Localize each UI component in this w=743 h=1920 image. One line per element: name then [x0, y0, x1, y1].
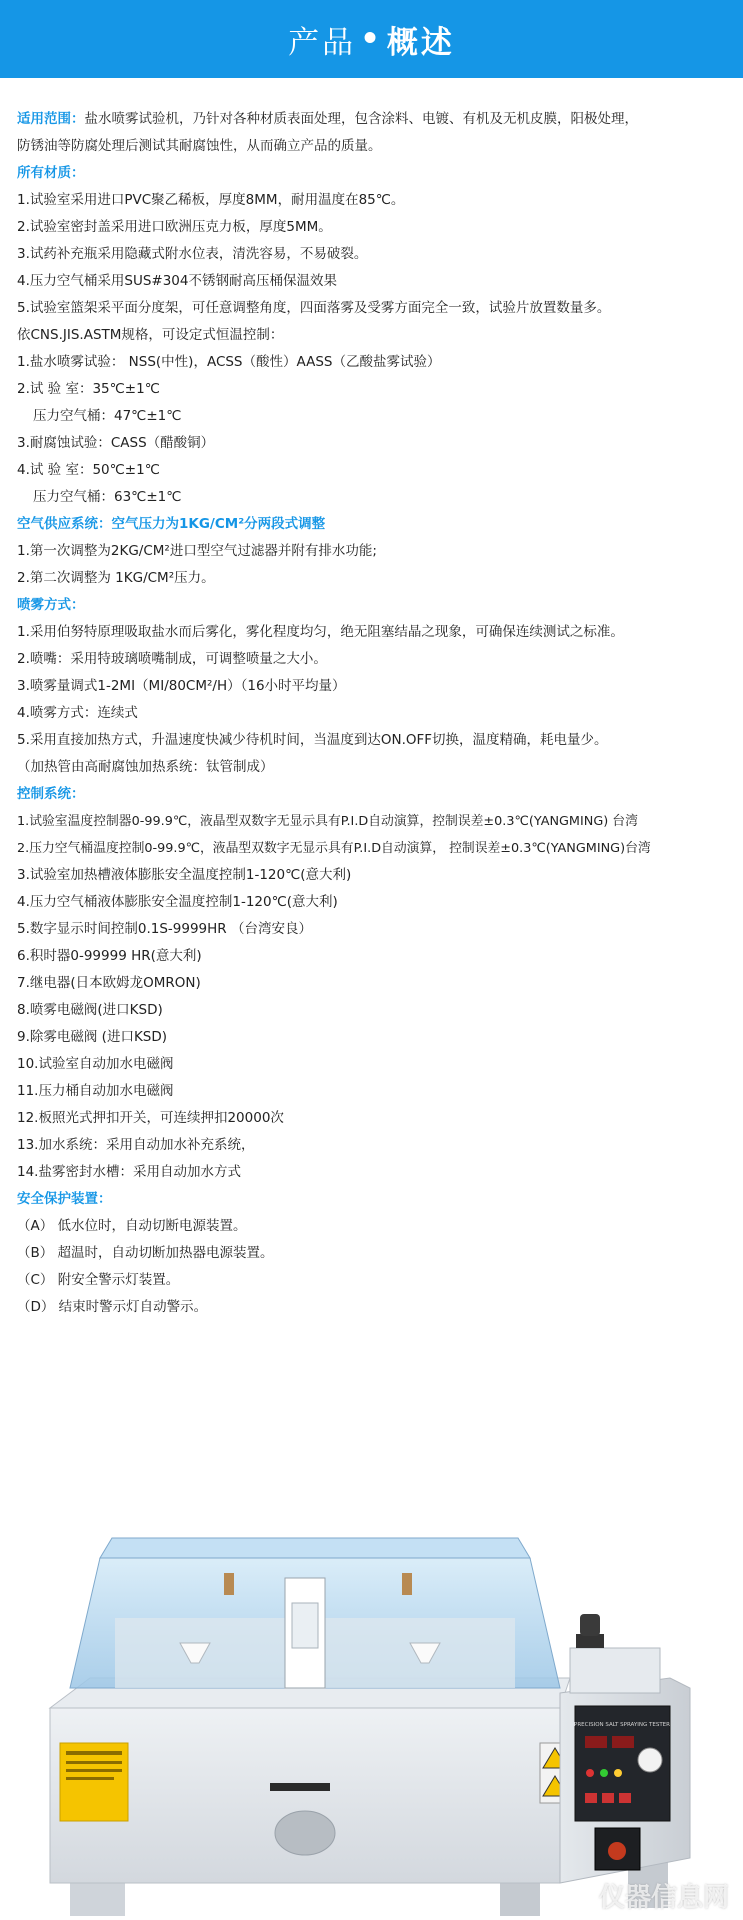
spray-item: 3.喷雾量调式1-2MI（MI/80CM²/H）（16小时平均量）: [17, 678, 346, 694]
pressure-gauge-cap: [580, 1614, 600, 1636]
materials-item: 1.试验室采用进口PVC聚乙稀板，厚度8MM，耐用温度在85℃。: [17, 192, 405, 208]
air-highlight: 空气压力为1KG/CM²分两段式调整: [111, 516, 326, 532]
pressure-gauge: [638, 1748, 662, 1772]
scope-text-1: 盐水喷雾试验机，乃针对各种材质表面处理，包含涂料、电镀、有机及无机皮膜，阳极处理，: [84, 111, 638, 127]
product-photo: [0, 1388, 743, 1920]
spray-item: 4.喷雾方式：连续式: [17, 705, 138, 721]
control-item: 14.盐雾密封水槽：采用自动加水方式: [17, 1164, 241, 1180]
control-item: 8.喷雾电磁阀(进口KSD): [17, 1002, 163, 1018]
materials-item: 4.压力空气桶采用SUS#304不锈钢耐高压桶保温效果: [17, 273, 337, 289]
temps-item: 2.试 验 室：35℃±1℃: [17, 381, 160, 397]
control-item: 1.试验室温度控制器0-99.9℃，液晶型双数字无显示具有P.I.D自动演算，控制误差±0.3℃(YANGMING) 台湾: [17, 814, 638, 829]
lid-hook: [224, 1573, 234, 1595]
control-item: 10.试验室自动加水电磁阀: [17, 1056, 174, 1072]
scope-label: 适用范围：: [17, 111, 85, 127]
control-item: 6.积时器0-99999 HR(意大利): [17, 948, 202, 964]
spray-item: 2.喷嘴：采用特玻璃喷嘴制成，可调整喷量之大小。: [17, 651, 327, 667]
materials-item: 5.试验室篮架采平面分度架，可任意调整角度，四面落雾及受雾方面完全一致，试验片放置数量多。: [17, 300, 611, 316]
air-item: 2.第二次调整为 1KG/CM²压力。: [17, 570, 215, 586]
control-item: 13.加水系统：采用自动加水补充系统，: [17, 1137, 255, 1153]
safety-heading: 安全保护装置：: [17, 1191, 112, 1207]
temps-item: 3.耐腐蚀试验：CASS（醋酸铜）: [17, 435, 215, 451]
spec-content: [0, 78, 737, 1321]
control-item: 4.压力空气桶液体膨胀安全温度控制1-120℃(意大利): [17, 894, 338, 910]
push-button[interactable]: [619, 1793, 631, 1803]
air-heading-line: [17, 511, 737, 538]
spray-nozzle: [292, 1603, 318, 1648]
safety-item: （C） 附安全警示灯装置。: [17, 1272, 180, 1288]
control-item: 7.继电器(日本欧姆龙OMRON): [17, 975, 201, 991]
indicator-light: [614, 1769, 622, 1777]
control-item: 2.压力空气桶温度控制0-99.9℃，液晶型双数字无显示具有P.I.D自动演算， 控制误差±0.3℃(YANGMING)台湾: [17, 841, 651, 856]
temps-item: 4.试 验 室：50℃±1℃: [17, 462, 160, 478]
safety-item: （D） 结束时警示灯自动警示。: [17, 1299, 208, 1315]
banner-title-part2: 概述: [386, 24, 455, 61]
materials-heading: 所有材质：: [17, 165, 85, 181]
indicator-light: [586, 1769, 594, 1777]
air-heading: 空气供应系统：: [17, 516, 112, 532]
push-button[interactable]: [585, 1793, 597, 1803]
temps-item: 压力空气桶：63℃±1℃: [33, 489, 182, 505]
temps-item: 压力空气桶：47℃±1℃: [33, 408, 182, 424]
control-item: 11.压力桶自动加水电磁阀: [17, 1083, 174, 1099]
banner-dot: •: [360, 21, 383, 57]
banner-title-part1: 产品: [288, 24, 357, 61]
page-banner: [0, 0, 743, 78]
scope-text-2: 防锈油等防腐处理后测试其耐腐蚀性，从而确立产品的质量。: [17, 138, 382, 154]
warning-label-text: [66, 1761, 122, 1764]
control-item: 3.试验室加热槽液体膨胀安全温度控制1-120℃(意大利): [17, 867, 352, 883]
salt-spray-tester-illustration: [0, 1388, 743, 1920]
air-item: 1.第一次调整为2KG/CM²进口型空气过滤器并附有排水功能;: [17, 543, 377, 559]
materials-item: 2.试验室密封盖采用进口欧洲压克力板，厚度5MM。: [17, 219, 332, 235]
spray-item: 5.采用直接加热方式，升温速度快减少待机时间，当温度到达ON.OFF切换，温度精确，耗电量少。: [17, 732, 608, 748]
warning-label-text: [66, 1777, 114, 1780]
spray-item: 1.采用伯努特原理吸取盐水而后雾化，雾化程度均匀，绝无阻塞结晶之现象，可确保连续测试之标准。: [17, 624, 624, 640]
timer-knob[interactable]: [608, 1842, 626, 1860]
temp-display[interactable]: [612, 1736, 634, 1748]
control-item: 12.板照光式押扣开关，可连续押扣20000次: [17, 1110, 284, 1126]
cabinet-leg: [500, 1878, 540, 1916]
indicator-light: [600, 1769, 608, 1777]
materials-item: 3.试药补充瓶采用隐藏式附水位表，清洗容易，不易破裂。: [17, 246, 368, 262]
watermark: 仪器信息网: [598, 1883, 729, 1913]
safety-item: （A） 低水位时，自动切断电源装置。: [17, 1218, 247, 1234]
cabinet-leg: [70, 1878, 125, 1916]
spray-item: （加热管由高耐腐蚀加热系统：钛管制成）: [17, 759, 274, 775]
safety-item: （B） 超温时，自动切断加热器电源装置。: [17, 1245, 274, 1261]
control-heading: 控制系统：: [17, 786, 85, 802]
warning-label-text: [66, 1769, 122, 1772]
pressure-knob: [576, 1634, 604, 1648]
temp-display[interactable]: [585, 1736, 607, 1748]
drain-port: [275, 1811, 335, 1855]
warning-label-text: [66, 1751, 122, 1755]
scope-line: [17, 106, 737, 133]
spray-heading: 喷雾方式：: [17, 597, 85, 613]
lid-top: [100, 1538, 530, 1558]
control-item: 5.数字显示时间控制0.1S-9999HR （台湾安良）: [17, 921, 312, 937]
nameplate: [270, 1783, 330, 1791]
lid-hook: [402, 1573, 412, 1595]
panel-label: PRECISION SALT SPRAYING TESTER: [574, 1722, 670, 1728]
temps-item: 1.盐水喷雾试验： NSS(中性)，ACSS（酸性）AASS（乙酸盐雾试验）: [17, 354, 441, 370]
push-button[interactable]: [602, 1793, 614, 1803]
control-item: 9.除雾电磁阀 (进口KSD): [17, 1029, 168, 1045]
control-cabinet-top: [570, 1648, 660, 1693]
temps-intro: 依CNS.JIS.ASTM规格，可设定式恒温控制：: [17, 327, 284, 343]
